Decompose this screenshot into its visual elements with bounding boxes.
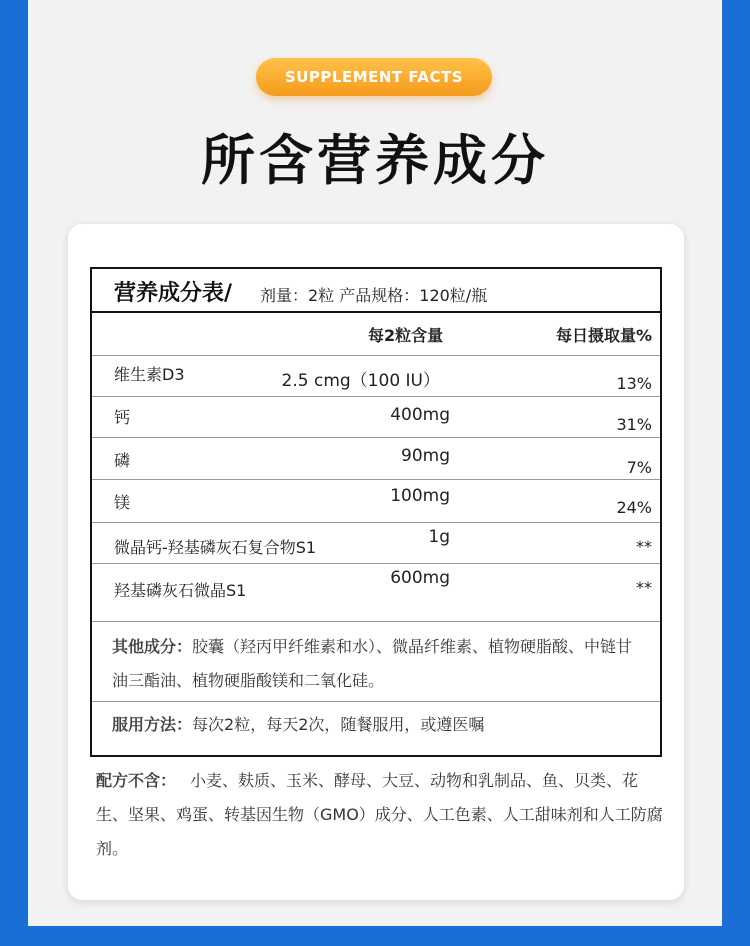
- nutrient-daily: 24%: [616, 498, 652, 517]
- table-row: [92, 563, 660, 622]
- nutrient-amount: 2.5 cmg（100 IU）: [281, 371, 440, 391]
- nutrient-daily: **: [636, 578, 652, 597]
- column-amount-header: 每2粒含量: [368, 326, 444, 345]
- supplement-facts-badge: [256, 58, 492, 96]
- other-ingredients-text: 胶囊（羟丙甲纤维素和水）、微晶纤维素、植物硬脂酸、中链甘油三酯油、植物硬脂酸镁和二氧化硅。: [112, 637, 633, 690]
- nutrient-amount: 90mg: [401, 446, 450, 466]
- usage-section: [92, 701, 660, 754]
- table-row: [92, 437, 660, 480]
- nutrient-amount: 600mg: [390, 568, 450, 588]
- nutrient-name: 微晶钙-羟基磷灰石复合物S1: [114, 538, 317, 557]
- exclusions-note: [96, 764, 664, 866]
- other-ingredients-label: 其他成分：: [112, 637, 193, 656]
- table-row: [92, 396, 660, 438]
- page-title: 所含营养成分: [201, 129, 549, 192]
- nutrient-name: 维生素D3: [114, 365, 185, 384]
- nutrient-daily: 7%: [626, 458, 652, 477]
- usage-label: 服用方法：: [112, 715, 193, 734]
- nutrient-amount: 100mg: [390, 486, 450, 506]
- table-row: [92, 522, 660, 564]
- nutrient-amount: 400mg: [390, 405, 450, 425]
- nutrient-daily: 13%: [616, 374, 652, 393]
- table-header: [92, 269, 660, 313]
- facts-card: [68, 224, 684, 900]
- table-spec: 剂量：2粒 产品规格：120粒/瓶: [260, 286, 488, 305]
- usage-text: 每次2粒，每天2次，随餐服用，或遵医嘱: [192, 715, 485, 734]
- table-row: [92, 355, 660, 397]
- table-title: 营养成分表/: [114, 281, 233, 306]
- table-row: [92, 479, 660, 523]
- nutrient-name: 羟基磷灰石微晶S1: [114, 581, 247, 600]
- column-daily-header: 每日摄取量%: [555, 326, 652, 345]
- exclusions-text: 小麦、麸质、玉米、酵母、大豆、动物和乳制品、鱼、贝类、花生、坚果、鸡蛋、转基因生物（GMO）成分、人工色素、人工甜味剂和人工防腐剂。: [96, 771, 663, 858]
- other-ingredients: [112, 630, 642, 698]
- usage-instructions: [112, 708, 642, 742]
- nutrient-daily: **: [636, 537, 652, 556]
- other-ingredients-section: [92, 621, 660, 702]
- nutrient-daily: 31%: [616, 415, 652, 434]
- exclusions-label: 配方不含：: [96, 771, 177, 790]
- nutrition-table: [90, 267, 662, 757]
- nutrient-name: 镁: [114, 493, 131, 512]
- nutrient-amount: 1g: [428, 527, 450, 547]
- badge-label: SUPPLEMENT FACTS: [284, 68, 464, 86]
- nutrient-name: 磷: [114, 451, 131, 470]
- nutrient-name: 钙: [114, 408, 131, 427]
